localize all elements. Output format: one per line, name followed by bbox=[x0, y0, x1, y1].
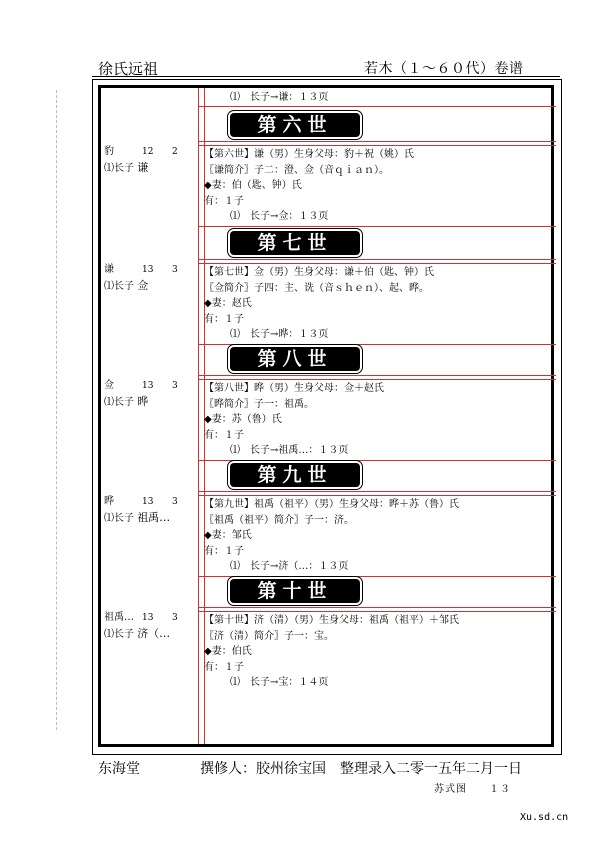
generation-biography bbox=[204, 265, 434, 343]
biography-line: 有：１子 bbox=[204, 313, 244, 325]
compiler-line: 撰修人：胶州徐宝国 整理录入二零一五年二月一日 bbox=[200, 761, 522, 777]
ancestor-page-number: 3 bbox=[172, 497, 178, 507]
biography-line: ⑴ 长子→晔：１３页 bbox=[230, 329, 329, 340]
lineage-sidebar bbox=[104, 144, 178, 177]
child-name: 晔 bbox=[137, 395, 149, 408]
generation-biography bbox=[204, 147, 414, 225]
biography-line: ⑴ 长子→宝：１４页 bbox=[230, 677, 329, 688]
biography-line: 【第六世】谦（男）生身父母：豹＋祝（姚）氏 bbox=[204, 149, 414, 160]
row-rule bbox=[198, 344, 556, 345]
ancestor-name: 谦 bbox=[104, 264, 114, 275]
lineage-sidebar bbox=[104, 378, 178, 411]
biography-line: 〖祖禹（祖平）简介〗子一：济。 bbox=[204, 514, 354, 526]
ancestor-name: 佥 bbox=[104, 380, 114, 391]
ancestor-page-number: 2 bbox=[172, 147, 178, 157]
lineage-sidebar bbox=[104, 494, 178, 527]
row-rule bbox=[198, 141, 556, 142]
lineage-sidebar bbox=[104, 610, 178, 643]
generation-biography bbox=[204, 613, 459, 691]
biography-line: ◆妻：赵氏 bbox=[204, 298, 252, 309]
row-rule bbox=[198, 375, 556, 376]
ancestor-page-number: 3 bbox=[172, 265, 178, 275]
generation-banner: 第六世 bbox=[230, 113, 360, 137]
relation-label: ⑴长子 bbox=[104, 629, 134, 640]
biography-line: 【第八世】晔（男）生身父母：佥＋赵氏 bbox=[204, 383, 384, 394]
ancestor-page-number: 3 bbox=[172, 381, 178, 391]
generation-banner: 第七世 bbox=[230, 231, 360, 255]
ancestor-page-number: 3 bbox=[172, 613, 178, 623]
watermark: Xu.sd.cn bbox=[520, 812, 569, 823]
relation-label: ⑴长子 bbox=[104, 513, 134, 524]
biography-line: ◆妻：伯氏 bbox=[204, 646, 252, 657]
biography-line: ⑴ 长子→济（…：１３页 bbox=[230, 561, 349, 572]
generation-banner: 第八世 bbox=[230, 347, 360, 371]
generation-banner: 第十世 bbox=[230, 579, 360, 603]
ancestor-generation-number: 13 bbox=[142, 265, 154, 275]
biography-line: 【第十世】济（清）（男）生身父母：祖禹（祖平）＋邹氏 bbox=[204, 615, 459, 626]
biography-line: 有：１子 bbox=[204, 661, 244, 673]
row-rule bbox=[198, 379, 556, 380]
biography-line: 【第七世】佥（男）生身父母：谦＋伯（匙、钟）氏 bbox=[204, 267, 434, 278]
biography-line: ◆妻：邹氏 bbox=[204, 530, 252, 541]
top-line: ⑴ 长子→谦：１３页 bbox=[230, 92, 329, 103]
row-rule bbox=[198, 576, 556, 577]
page-number: 苏式图 １３ bbox=[434, 784, 511, 795]
child-name: 佥 bbox=[137, 279, 149, 292]
row-rule bbox=[198, 495, 556, 496]
ancestor-generation-number: 13 bbox=[142, 613, 154, 623]
row-rule bbox=[198, 259, 556, 260]
biography-line: 〖济（清）简介〗子一：宝。 bbox=[204, 630, 334, 642]
row-rule bbox=[198, 611, 556, 612]
relation-label: ⑴长子 bbox=[104, 281, 134, 292]
row-rule bbox=[198, 145, 556, 146]
row-rule bbox=[198, 226, 556, 227]
header-volume: 若木（１～６０代）卷谱 bbox=[364, 61, 524, 77]
biography-line: 有：１子 bbox=[204, 195, 244, 207]
biography-line: ◆妻：苏（鲁）氏 bbox=[204, 414, 282, 425]
biography-line: ⑴ 长子→佥：１３页 bbox=[230, 211, 329, 222]
relation-label: ⑴长子 bbox=[104, 163, 134, 174]
binding-margin bbox=[56, 90, 57, 730]
hall-name: 东海堂 bbox=[98, 761, 140, 777]
biography-line: ⑴ 长子→祖禹…：１３页 bbox=[230, 445, 349, 456]
lineage-sidebar bbox=[104, 262, 178, 295]
biography-line: ◆妻：伯（匙、钟）氏 bbox=[204, 180, 302, 191]
row-rule bbox=[198, 491, 556, 492]
row-rule bbox=[198, 263, 556, 264]
relation-label: ⑴长子 bbox=[104, 397, 134, 408]
biography-line: 有：１子 bbox=[204, 545, 244, 557]
ancestor-generation-number: 13 bbox=[142, 381, 154, 391]
child-name: 济（… bbox=[137, 627, 171, 640]
ancestor-name: 祖禹… bbox=[104, 612, 134, 623]
generation-biography bbox=[204, 381, 384, 459]
biography-line: 有：１子 bbox=[204, 429, 244, 441]
row-rule bbox=[198, 460, 556, 461]
biography-line: 〖佥简介〗子四：主、诜（音ｓｈｅｎ）、起、晔。 bbox=[204, 282, 429, 294]
row-rule bbox=[198, 106, 556, 107]
ancestor-generation-number: 13 bbox=[142, 497, 154, 507]
column-divider bbox=[198, 88, 199, 744]
child-name: 祖禹… bbox=[137, 511, 171, 524]
header-title: 徐氏远祖 bbox=[98, 60, 159, 78]
child-name: 谦 bbox=[137, 161, 149, 174]
header-rule bbox=[92, 76, 560, 77]
row-rule bbox=[198, 607, 556, 608]
generation-biography bbox=[204, 497, 459, 575]
ancestor-name: 豹 bbox=[104, 146, 114, 157]
biography-line: 〖晔简介〗子一：祖禹。 bbox=[204, 398, 314, 410]
ancestor-generation-number: 12 bbox=[142, 147, 154, 157]
ancestor-name: 晔 bbox=[104, 496, 114, 507]
generation-banner: 第九世 bbox=[230, 463, 360, 487]
biography-line: 【第九世】祖禹（祖平）（男）生身父母：晔＋苏（鲁）氏 bbox=[204, 499, 459, 510]
biography-line: 〖谦简介〗子二：澄、佥（音ｑｉａｎ）。 bbox=[204, 164, 389, 176]
